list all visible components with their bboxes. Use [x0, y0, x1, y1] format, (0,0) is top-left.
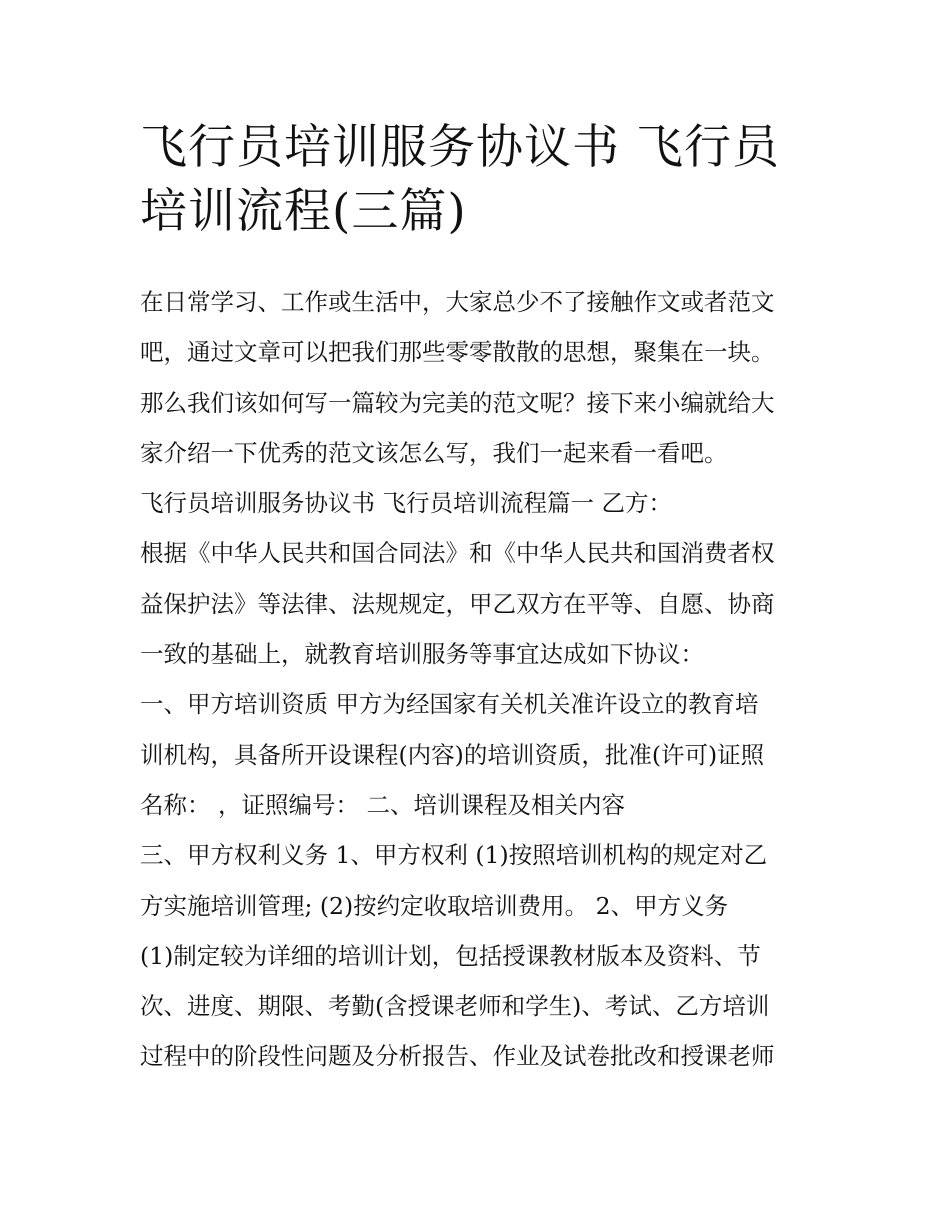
- body-line: 一致的基础上，就教育培训服务等事宜达成如下协议：: [140, 640, 704, 669]
- document-title: [140, 116, 820, 244]
- body-line: 过程中的阶段性问题及分析报告、作业及试卷批改和授课老师: [140, 1042, 775, 1071]
- body-line: 根据《中华人民共和国合同法》和《中华人民共和国消费者权: [140, 539, 775, 568]
- body-line: 益保护法》等法律、法规规定，甲乙双方在平等、自愿、协商: [140, 589, 775, 618]
- body-line: 那么我们该如何写一篇较为完美的范文呢？接下来小编就给大: [140, 388, 775, 417]
- body-line: 一、甲方培训资质 甲方为经国家有关机关准许设立的教育培: [140, 690, 759, 719]
- body-line: 三、甲方权利义务 1、甲方权利 (1)按照培训机构的规定对乙: [140, 841, 768, 870]
- body-line: 吧，通过文章可以把我们那些零零散散的思想，聚集在一块。: [140, 338, 775, 367]
- body-line: 方实施培训管理; (2)按约定收取培训费用。 2、甲方义务: [140, 891, 729, 920]
- body-line: 次、进度、期限、考勤(含授课老师和学生)、考试、乙方培训: [140, 992, 770, 1021]
- title-line: 飞行员培训服务协议书 飞行员: [140, 120, 780, 175]
- body-line: 训机构，具备所开设课程(内容)的培训资质，批准(许可)证照: [140, 740, 765, 769]
- body-line: 家介绍一下优秀的范文该怎么写，我们一起来看一看吧。: [140, 438, 728, 467]
- document-body: [140, 280, 830, 1085]
- body-line: 名称： ，证照编号： 二、培训课程及相关内容: [140, 790, 625, 819]
- body-line: 飞行员培训服务协议书 飞行员培训流程篇一 乙方：: [140, 489, 672, 518]
- title-line: 培训流程(三篇): [140, 184, 467, 239]
- body-line: 在日常学习、工作或生活中，大家总少不了接触作文或者范文: [140, 288, 775, 316]
- body-line: (1)制定较为详细的培训计划，包括授课教材版本及资料、节: [140, 941, 761, 970]
